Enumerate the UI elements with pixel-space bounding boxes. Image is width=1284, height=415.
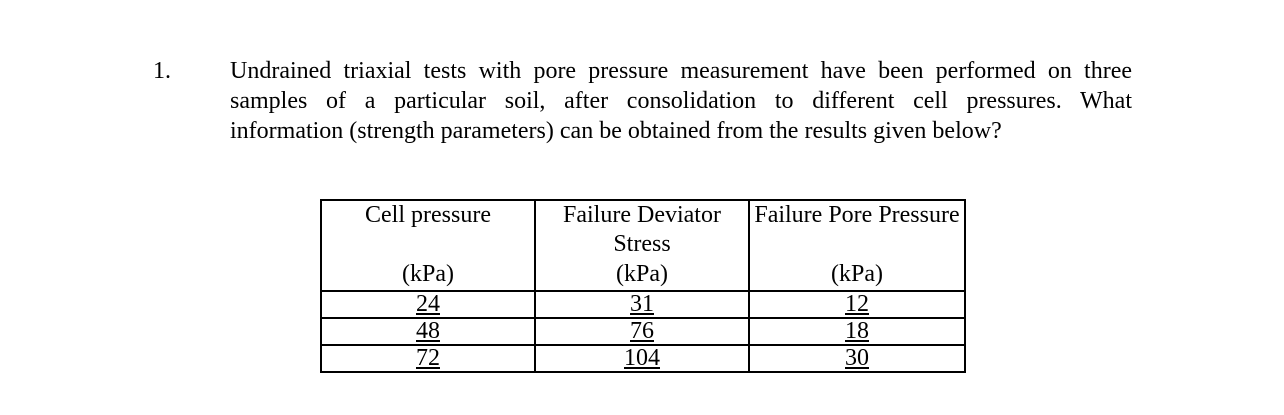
- table-cell: [749, 345, 965, 372]
- cell-value: 48: [416, 318, 440, 344]
- question-number: 1.: [153, 58, 171, 84]
- table-cell: [321, 291, 535, 318]
- cell-value: 30: [845, 345, 869, 371]
- table-cell: [535, 291, 749, 318]
- cell-value: 31: [630, 291, 654, 317]
- header-failure-deviator-stress: [535, 200, 749, 291]
- cell-value: 76: [630, 318, 654, 344]
- table-row: [321, 291, 965, 318]
- header-cell-pressure: [321, 200, 535, 291]
- cell-value: 104: [624, 345, 660, 371]
- table-cell: [321, 318, 535, 345]
- table-row: [321, 318, 965, 345]
- table-cell: [321, 345, 535, 372]
- header-unit: (kPa): [831, 261, 883, 287]
- cell-value: 72: [416, 345, 440, 371]
- table-cell: [749, 318, 965, 345]
- header-label: Failure Deviator Stress: [563, 202, 721, 257]
- table-row: [321, 345, 965, 372]
- table-header-row: [321, 200, 965, 291]
- question-text: [230, 56, 1132, 146]
- question-line: Undrained triaxial tests with pore pressure measurement have been performed on three: [230, 58, 1132, 84]
- cell-value: 24: [416, 291, 440, 317]
- header-label: Failure Pore Pressure: [754, 202, 960, 228]
- question-line: information (strength parameters) can be obtained from the results given below?: [230, 118, 1002, 144]
- table-cell: [535, 345, 749, 372]
- header-failure-pore-pressure: [749, 200, 965, 291]
- header-unit: (kPa): [616, 261, 668, 287]
- header-label: Cell pressure: [365, 202, 491, 228]
- table-cell: [535, 318, 749, 345]
- results-table: [320, 199, 966, 373]
- question-line: samples of a particular soil, after consolidation to different cell pressures. What: [230, 88, 1132, 114]
- table-cell: [749, 291, 965, 318]
- cell-value: 18: [845, 318, 869, 344]
- cell-value: 12: [845, 291, 869, 317]
- header-unit: (kPa): [402, 261, 454, 287]
